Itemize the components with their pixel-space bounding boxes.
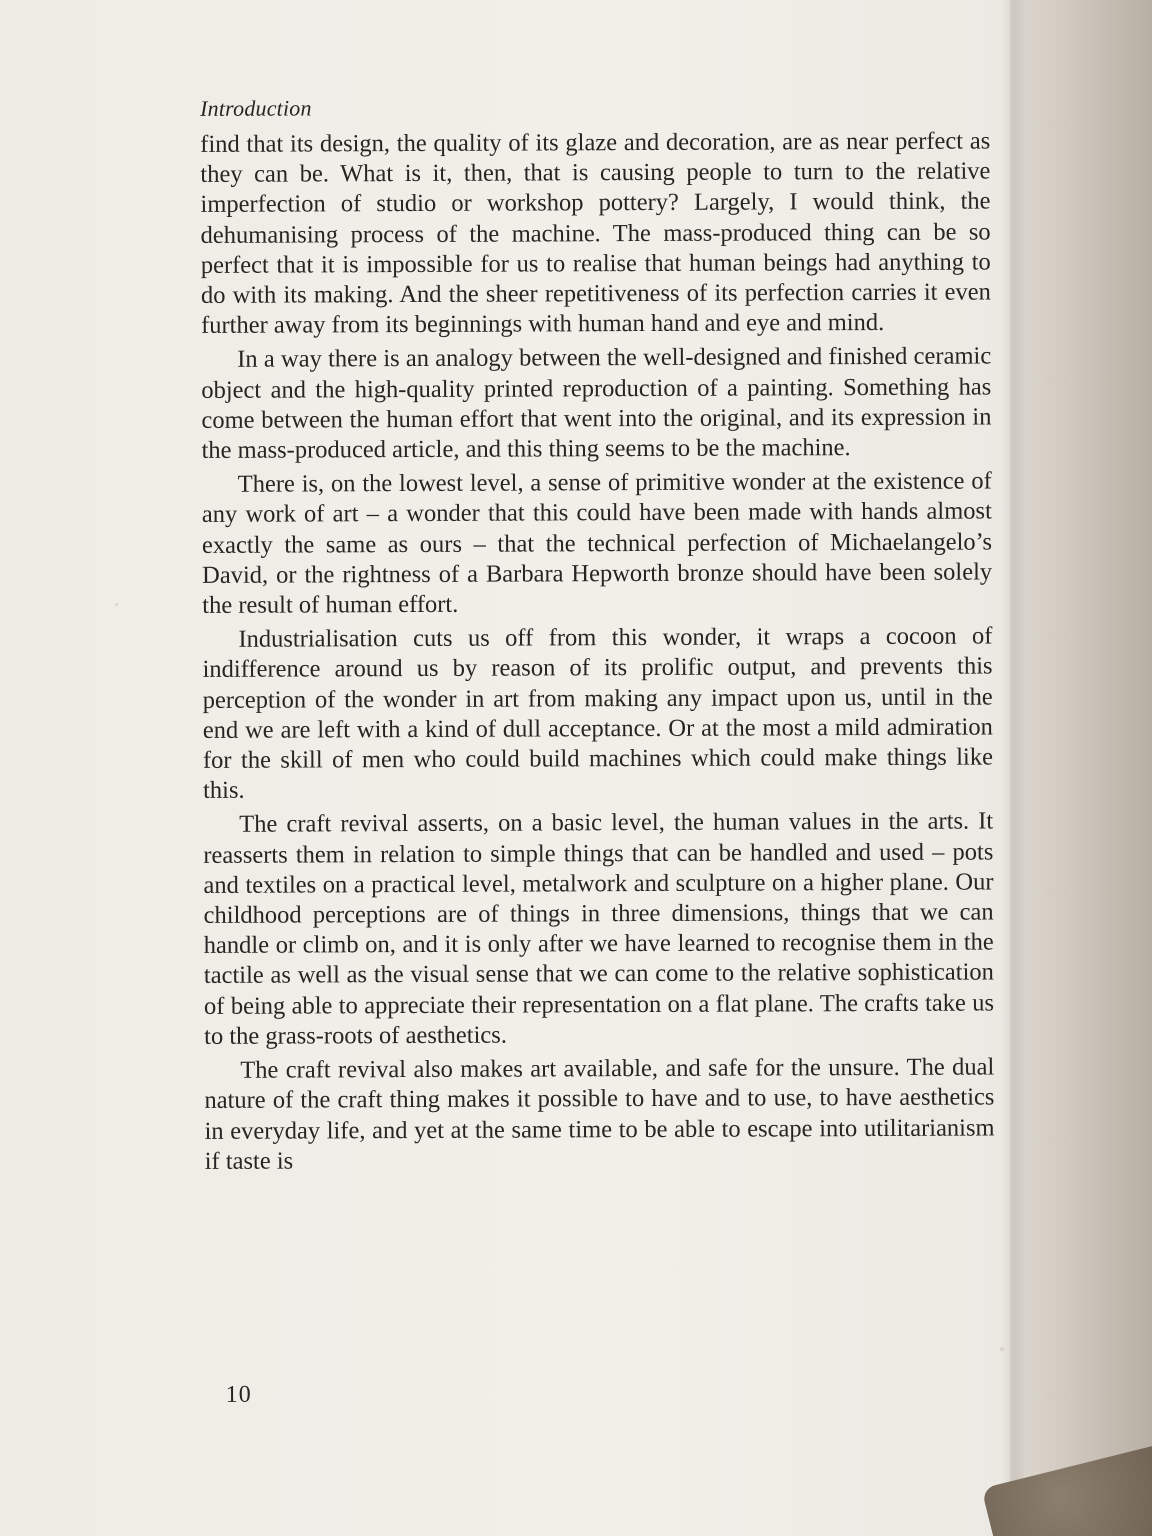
paper-spot bbox=[115, 603, 118, 606]
book-edge bbox=[1010, 0, 1152, 1536]
paragraph-4: Industrialisation cuts us off from this wonder, it wraps a cocoon of indifference around us by reason of its prolific output, and prevents this perception of the wonder in art from making any impact upon us, until in the end we are left with a kind of dull acceptance. Or at the most a mild admiration for the skill of men who could build machines which could make things like this. bbox=[202, 622, 993, 805]
page-shadow bbox=[1000, 0, 1024, 1536]
paragraph-5: The craft revival asserts, on a basic level, the human values in the arts. It reasserts them in relation to simple things that can be handled and used – pots and textiles on a practical level, metalwork and sculpture on a higher plane. Our childhood perceptions are of things in three dimensions, things that we can handle or climb on, and it is only after we have learned to recognise them in the tactile as well as the visual sense that we can come to the relative sophistication of being able to appreciate their representation on a flat plane. The crafts take us to the grass-roots of aesthetics. bbox=[203, 807, 995, 1050]
page-number: 10 bbox=[225, 1381, 252, 1408]
running-head: Introduction bbox=[200, 95, 312, 121]
paragraph-3: There is, on the lowest level, a sense of primitive wonder at the existence of any work of art – a wonder that this could have been made with hands almost exactly the same as ours – that the technical perfection of Michaelangelo’s David, or the rightness of a Barbara Hepworth bronze should have been solely the result of human effort. bbox=[201, 467, 993, 619]
paragraph-6: The craft revival also makes art available, and safe for the unsure. The dual nature of the craft thing makes it possible to have and to use, to have aesthetics in everyday life, and yet at the same time to be able to escape into utilitarianism if taste is bbox=[204, 1053, 995, 1175]
page-body bbox=[200, 126, 995, 1180]
paper-spot bbox=[1000, 1347, 1004, 1351]
book-page bbox=[182, 82, 996, 1446]
paragraph-1: find that its design, the quality of its glaze and decoration, are as near perfect as they can be. What is it, then, that is causing people to turn to the relative imperfection of studio or workshop pottery? Largely, I would think, the dehumanising process of the machine. The mass-produced thing can be so perfect that it is impossible for us to realise that human beings had anything to do with its making. And the sheer repetitiveness of its perfection carries it even further away from its beginnings with human hand and eye and mind. bbox=[200, 127, 991, 340]
paragraph-2: In a way there is an analogy between the well-designed and finished ceramic object and the high-quality printed reproduction of a painting. Something has come between the human effort that went into the original, and its expression in the mass-produced article, and this thing seems to be the machine. bbox=[201, 342, 992, 464]
